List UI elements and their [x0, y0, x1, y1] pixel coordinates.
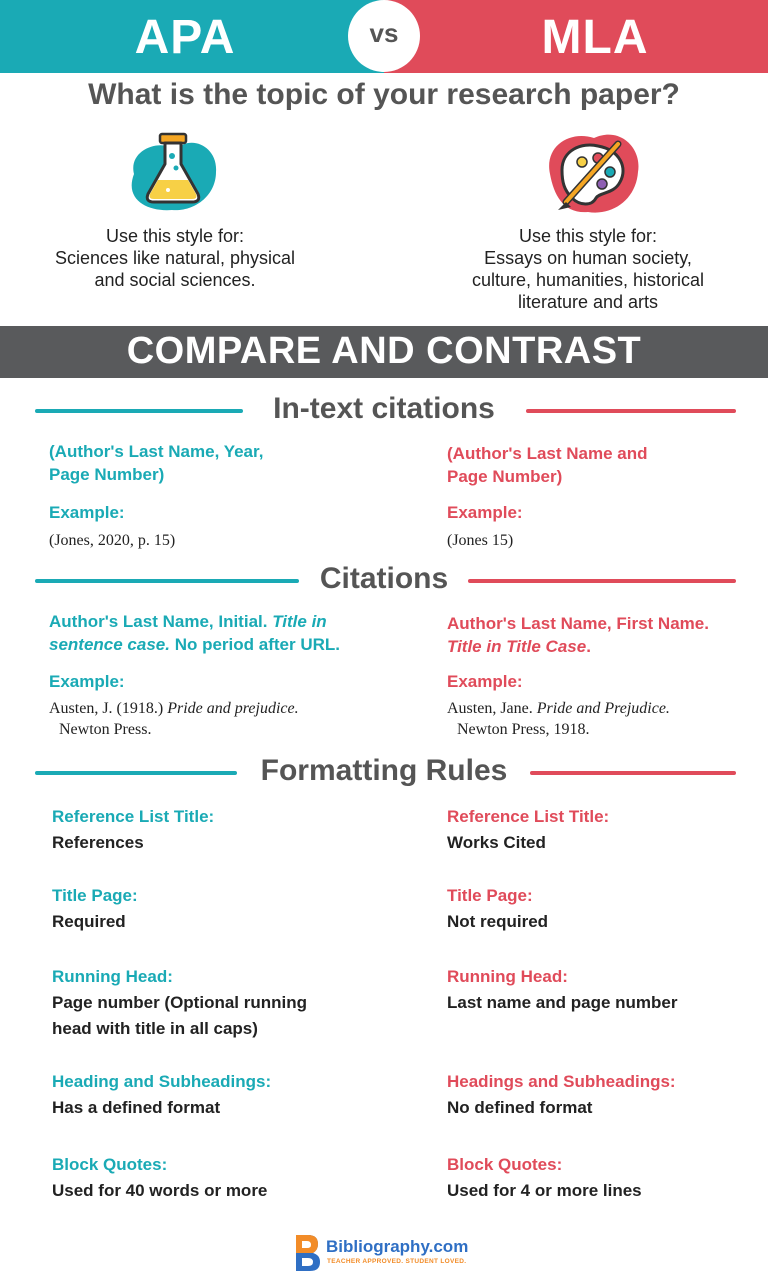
mla-citation-example-label: Example:: [447, 672, 523, 691]
logo-tagline: TEACHER APPROVED. STUDENT LOVED.: [327, 1258, 467, 1265]
mla-rule-label: Title Page:: [447, 886, 533, 905]
format-italic: Title in: [272, 612, 327, 631]
rule-line: Page number (Optional running: [52, 993, 307, 1012]
intext-section-title: In-text citations: [273, 392, 495, 425]
mla-intext-example: (Jones 15): [447, 532, 514, 549]
mla-rule-label: Headings and Subheadings:: [447, 1072, 676, 1091]
mla-rule-value: [447, 909, 548, 935]
mla-rule-value: [447, 990, 678, 1016]
format-line: Page Number): [447, 467, 563, 486]
intro-line: Use this style for:: [518, 226, 658, 246]
apa-citation-example-label: Example:: [49, 672, 125, 691]
mla-intext-format: [447, 442, 648, 488]
format-italic: Title in Title Case: [447, 637, 587, 656]
rule-line: No defined format: [447, 1098, 593, 1117]
intro-line: Sciences like natural, physical: [54, 248, 296, 268]
apa-intext-example: (Jones, 2020, p. 15): [49, 532, 176, 549]
topic-question: What is the topic of your research paper?: [88, 78, 680, 111]
format-text: .: [586, 637, 591, 656]
rule-line: Used for 40 words or more: [52, 1181, 268, 1200]
rule-line: Last name and page number: [447, 993, 678, 1012]
format-line: Page Number): [49, 465, 165, 484]
intro-line: culture, humanities, historical: [471, 270, 705, 290]
formatting-section-title: Formatting Rules: [260, 754, 508, 787]
intro-line: Use this style for:: [105, 226, 245, 246]
apa-rule-label: Title Page:: [52, 886, 138, 905]
paint-palette-icon: [540, 124, 644, 218]
mla-rule-value: [447, 1095, 592, 1121]
citations-section-title: Citations: [319, 562, 449, 595]
apa-rule-label: Heading and Subheadings:: [52, 1072, 272, 1091]
apa-rule-value: [52, 1095, 220, 1121]
mla-citation-example: [447, 698, 670, 740]
mla-citation-format: [447, 612, 709, 658]
apa-title: APA: [134, 11, 236, 64]
mla-rule-label: Running Head:: [447, 967, 568, 986]
apa-use-for: [0, 225, 350, 291]
vs-label: vs: [369, 18, 399, 48]
rule-line: References: [52, 833, 144, 852]
bibliography-logo-icon: [292, 1233, 324, 1278]
apa-intext-format: [49, 440, 263, 486]
compare-banner-title: COMPARE AND CONTRAST: [126, 330, 642, 372]
format-line: (Author's Last Name and: [447, 444, 648, 463]
format-text: No period after URL.: [169, 635, 340, 654]
example-text: Austen, J. (1918.): [49, 700, 168, 717]
mla-rule-label: Reference List Title:: [447, 807, 610, 826]
apa-rule-label: Block Quotes:: [52, 1155, 168, 1174]
apa-intext-example-label: Example:: [49, 503, 125, 522]
example-italic: Pride and prejudice.: [167, 700, 299, 717]
intro-line: and social sciences.: [94, 270, 256, 290]
example-text: Newton Press, 1918.: [457, 721, 590, 738]
intro-line: Essays on human society,: [484, 248, 692, 268]
format-line: (Author's Last Name, Year,: [49, 442, 264, 461]
mla-intext-example-label: Example:: [447, 503, 523, 522]
mla-use-for: [410, 225, 766, 313]
rule-line: Used for 4 or more lines: [447, 1181, 642, 1200]
example-text: Austen, Jane.: [447, 700, 537, 717]
format-text: Author's Last Name, First Name.: [447, 614, 709, 633]
rule-line: Not required: [447, 912, 549, 931]
apa-rule-value: [52, 909, 126, 935]
apa-rule-value: [52, 1178, 267, 1204]
flask-icon: [120, 130, 224, 214]
bibliography-logo[interactable]: [292, 1233, 482, 1273]
intro-line: literature and arts: [517, 292, 659, 312]
rule-line: Has a defined format: [52, 1098, 221, 1117]
logo-text: Bibliography.com: [326, 1237, 469, 1256]
rule-line: Works Cited: [447, 833, 546, 852]
mla-rule-value: [447, 830, 546, 856]
example-text: Newton Press.: [59, 721, 152, 738]
apa-rule-label: Reference List Title:: [52, 807, 215, 826]
apa-citation-format: [49, 610, 340, 656]
format-italic: sentence case.: [49, 635, 170, 654]
apa-rule-value: [52, 830, 144, 856]
format-text: Author's Last Name, Initial.: [49, 612, 273, 631]
mla-title: MLA: [541, 11, 649, 64]
mla-rule-value: [447, 1178, 642, 1204]
apa-citation-example: [49, 698, 299, 740]
mla-rule-label: Block Quotes:: [447, 1155, 563, 1174]
apa-rule-label: Running Head:: [52, 967, 173, 986]
apa-rule-value: [52, 990, 307, 1042]
rule-line: Required: [52, 912, 126, 931]
example-italic: Pride and Prejudice.: [536, 700, 670, 717]
rule-line: head with title in all caps): [52, 1019, 258, 1038]
